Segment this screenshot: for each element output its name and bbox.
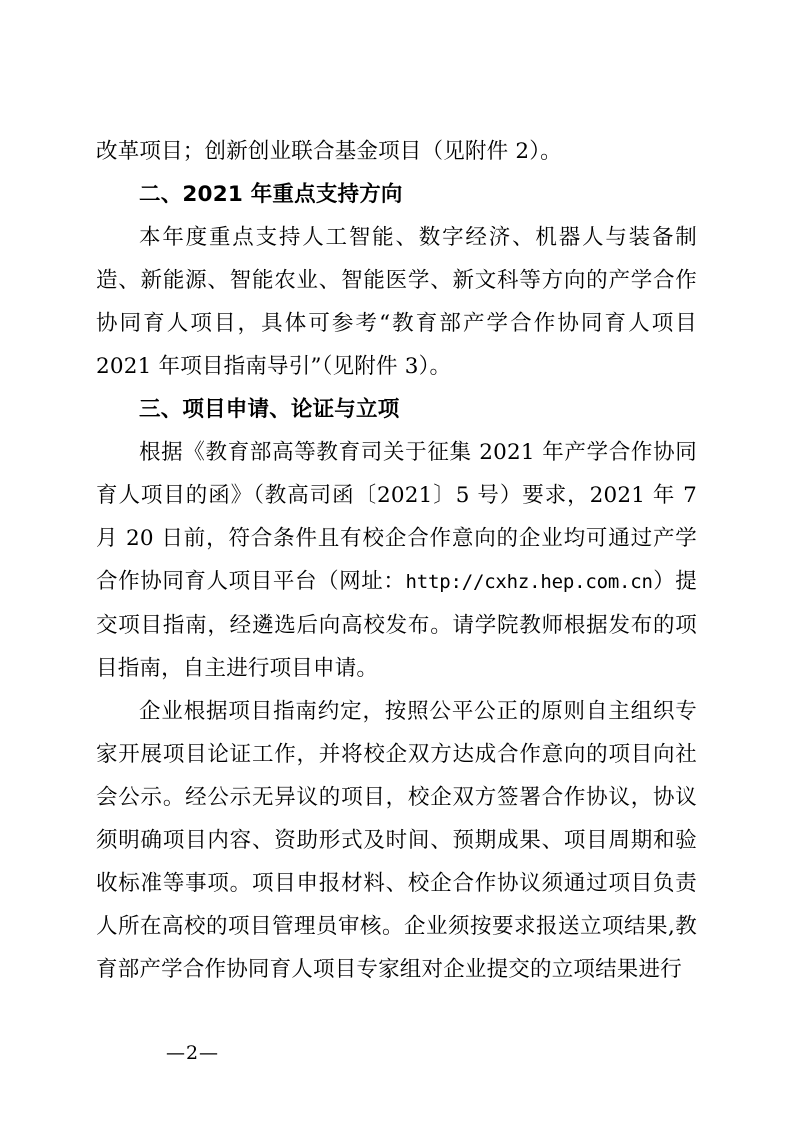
paragraph-continuation: 改革项目；创新创业联合基金项目（见附件 2）。 [96,139,562,164]
paragraph-text-before-url: 根据《教育部高等教育司关于征集 2021 年产学合作协同育人项目的函》（教高司函〔2021〕5 号）要求，2021 年 7 月 20 日前，符合条件且有校企合作意向的企业均可通过产学合作协同育人项目平台（网址： [96,440,697,594]
paragraph-section-two-body: 本年度重点支持人工智能、数字经济、机器人与装备制造、新能源、智能农业、智能医学、新文科等方向的产学合作协同育人项目，具体可参考“教育部产学合作协同育人项目 2021 年项目指南导引”（见附件 3）。 [96,225,697,379]
heading-section-two: 二、2021 年重点支持方向 [139,182,403,207]
paragraph-text-after-url: ）提交项目指南，经遴选后向高校发布。请学院教师根据发布的项目指南，自主进行项目申请。 [96,569,697,681]
paragraph-section-three-body-second: 企业根据项目指南约定，按照公平公正的原则自主组织专家开展项目论证工作，并将校企双方达成合作意向的项目向社会公示。经公示无异议的项目，校企双方签署合作协议，协议须明确项目内容、资助形式及时间、预期成果、项目周期和验收标准等事项。项目申报材料、校企合作协议须通过项目负责人所在高校的项目管理员审核。企业须按要求报送立项结果,教育部产学合作协同育人项目专家组对企业提交的立项结果进行 [96,699,697,982]
heading-section-three: 三、项目申请、论证与立项 [139,397,400,422]
page-footer [0,1042,793,1064]
project-platform-url[interactable]: http://cxhz.hep.com.cn [405,571,653,593]
paragraph-section-three-body-first [96,431,697,690]
document-body [96,130,697,991]
page-number: —2— [165,1042,220,1064]
